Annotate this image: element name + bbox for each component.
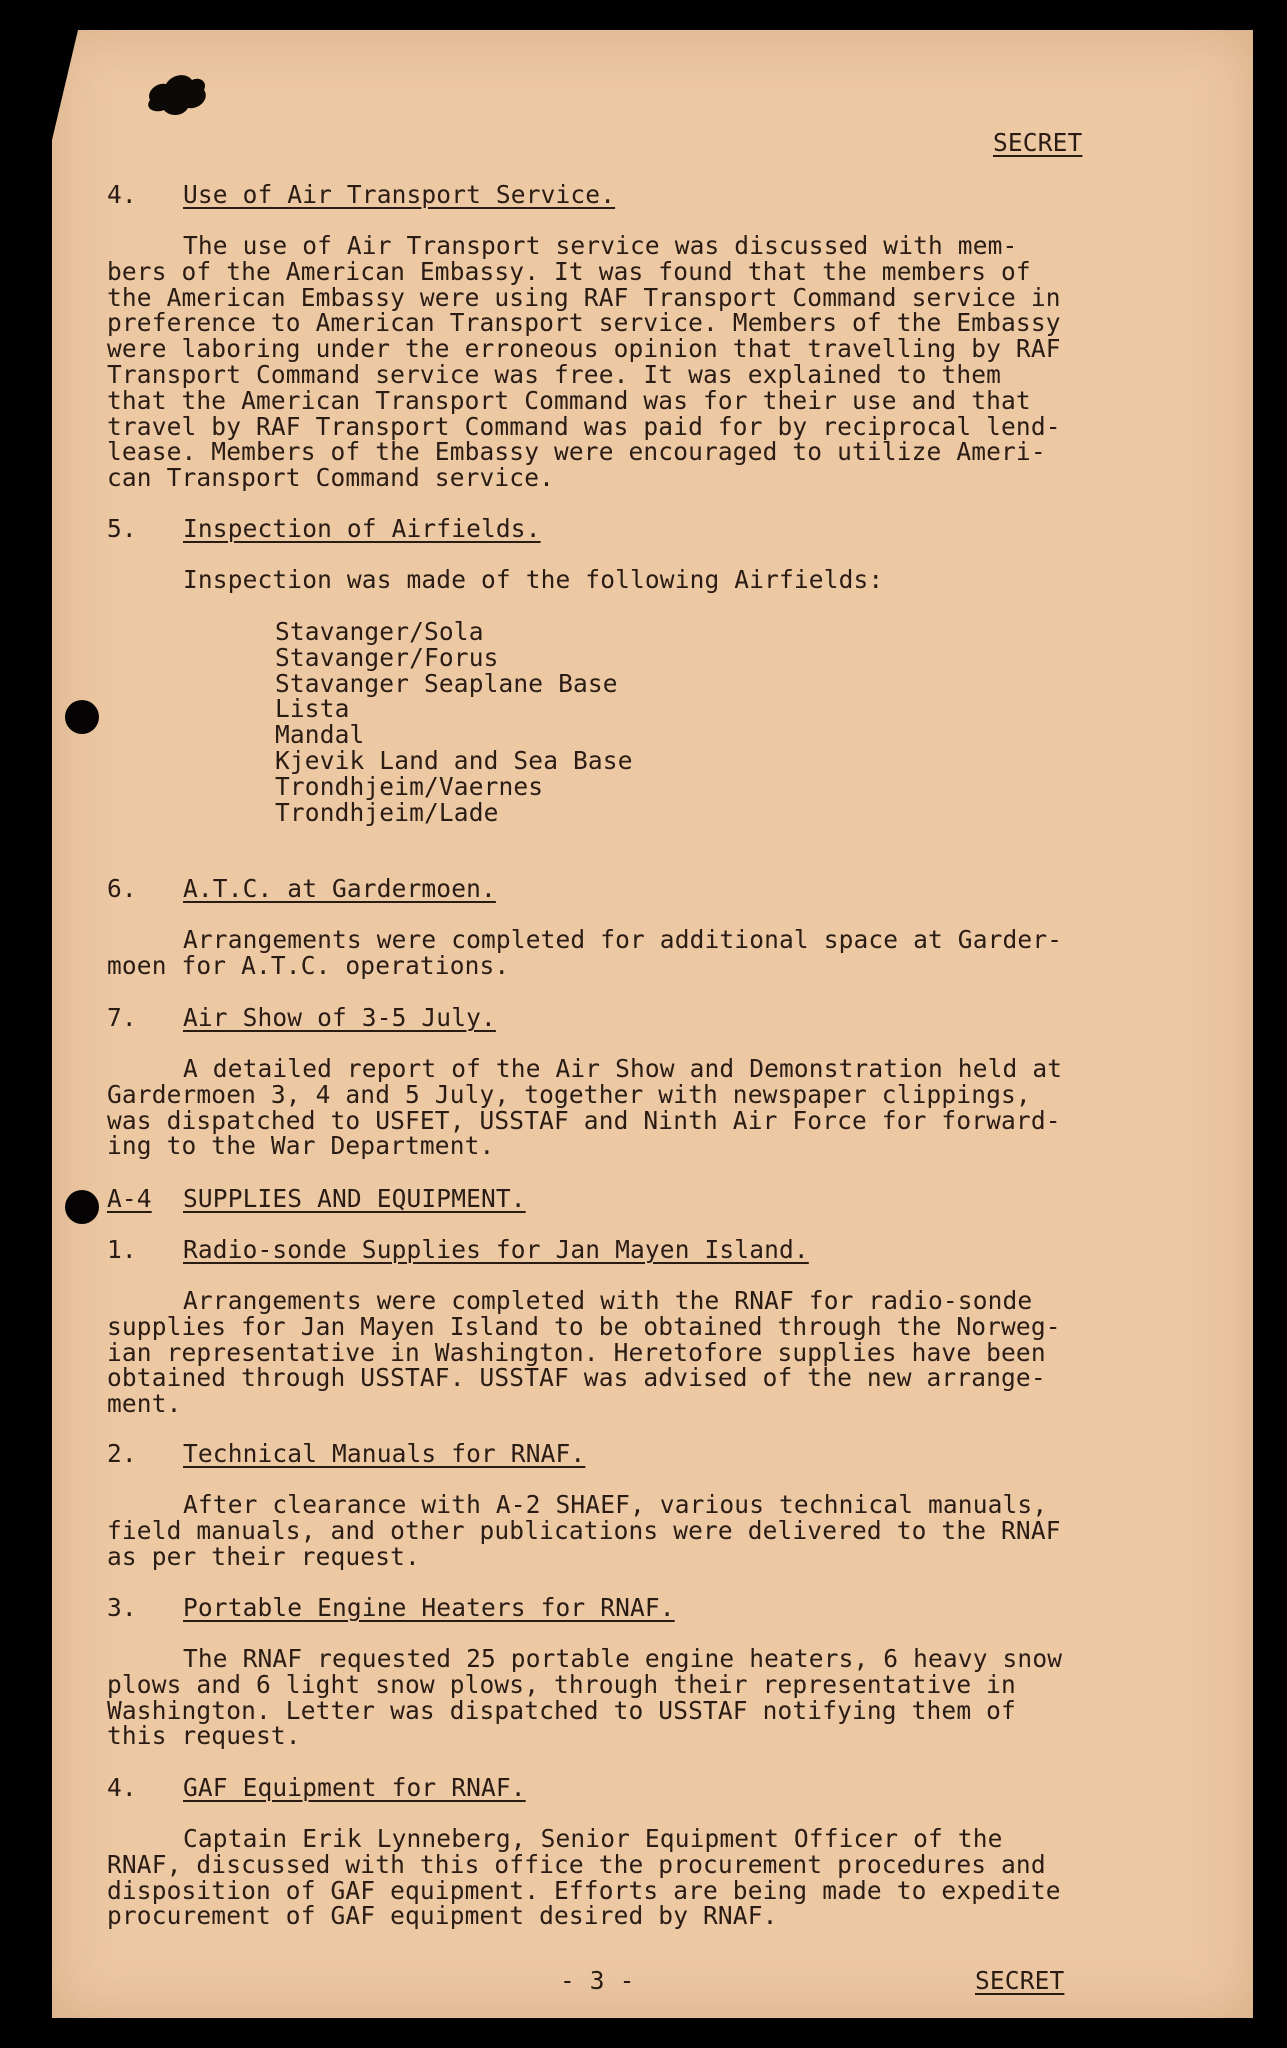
punch-hole-upper xyxy=(65,700,99,734)
body-line: A detailed report of the Air Show and Demonstration held at xyxy=(183,1054,1063,1083)
body-line: Arrangements were completed with the RNAF for radio-sonde xyxy=(183,1286,1033,1315)
a4-item-1-title: Radio-sonde Supplies for Jan Mayen Island. xyxy=(183,1235,809,1264)
a4-item-2-title: Technical Manuals for RNAF. xyxy=(183,1439,586,1468)
list-item: Trondhjeim/Vaernes xyxy=(275,771,544,801)
body-line: Washington. Letter was dispatched to USSTAF notifying them of xyxy=(107,1695,1016,1725)
body-line: field manuals, and other publications were delivered to the RNAF xyxy=(107,1515,1061,1545)
a4-heading xyxy=(107,1186,526,1212)
section-5-number: 5. xyxy=(107,514,137,543)
a4-item-2-number: 2. xyxy=(107,1439,137,1468)
body-line: that the American Transport Command was for their use and that xyxy=(107,385,1031,415)
section-7-heading xyxy=(107,1005,496,1031)
body-line: The RNAF requested 25 portable engine heaters, 6 heavy snow xyxy=(183,1644,1063,1673)
a4-item-4-heading xyxy=(107,1775,526,1801)
section-7-body xyxy=(107,1056,1167,1159)
page-number: - 3 - xyxy=(560,1966,635,1995)
header-classification: SECRET xyxy=(993,128,1083,157)
a4-item-4-title: GAF Equipment for RNAF. xyxy=(183,1773,526,1802)
body-line: plows and 6 light snow plows, through their representative in xyxy=(107,1669,1016,1699)
section-4-heading xyxy=(107,182,615,208)
list-item: Kjevik Land and Sea Base xyxy=(275,745,633,775)
body-line: preference to American Transport service. Members of the Embassy xyxy=(107,308,1061,338)
section-4-body xyxy=(107,233,1167,491)
section-6-title: A.T.C. at Gardermoen. xyxy=(183,874,496,903)
folded-corner xyxy=(52,30,78,140)
list-item: Stavanger/Forus xyxy=(275,642,499,672)
a4-title: SUPPLIES AND EQUIPMENT. xyxy=(183,1184,526,1213)
a4-item-3-body xyxy=(107,1646,1167,1749)
section-4-title: Use of Air Transport Service. xyxy=(183,180,616,209)
body-line: After clearance with A-2 SHAEF, various technical manuals, xyxy=(183,1490,1048,1519)
a4-item-4-body xyxy=(107,1826,1167,1929)
a4-item-1-body xyxy=(107,1288,1167,1417)
a4-item-3-heading xyxy=(107,1595,675,1621)
list-item: Stavanger Seaplane Base xyxy=(275,668,618,698)
body-line: ment. xyxy=(107,1389,182,1419)
a4-label: A-4 xyxy=(107,1184,152,1213)
section-6-heading xyxy=(107,876,496,902)
body-line: as per their request. xyxy=(107,1541,420,1571)
a4-item-4-number: 4. xyxy=(107,1773,137,1802)
body-line: Captain Erik Lynneberg, Senior Equipment Officer of the xyxy=(183,1824,1003,1853)
body-line: procurement of GAF equipment desired by RNAF. xyxy=(107,1901,778,1931)
body-line: can Transport Command service. xyxy=(107,463,555,493)
punch-hole-lower xyxy=(65,1190,99,1224)
body-line: The use of Air Transport service was discussed with mem- xyxy=(183,231,1018,260)
list-item: Stavanger/Sola xyxy=(275,617,484,646)
body-line: Arrangements were completed for additional space at Garder- xyxy=(183,925,1063,954)
body-line: RNAF, discussed with this office the procurement procedures and xyxy=(107,1849,1046,1879)
body-line: obtained through USSTAF. USSTAF was advised of the new arrange- xyxy=(107,1363,1046,1393)
section-5-heading xyxy=(107,516,541,542)
list-item: Lista xyxy=(275,694,350,724)
a4-item-3-title: Portable Engine Heaters for RNAF. xyxy=(183,1593,675,1622)
a4-item-1-number: 1. xyxy=(107,1235,137,1264)
body-line: was dispatched to USFET, USSTAF and Ninth Air Force for forward- xyxy=(107,1105,1061,1135)
body-line: ian representative in Washington. Heretofore supplies have been xyxy=(107,1337,1046,1367)
section-7-title: Air Show of 3-5 July. xyxy=(183,1003,496,1032)
body-line: ing to the War Department. xyxy=(107,1131,495,1161)
a4-item-1-heading xyxy=(107,1237,809,1263)
a4-item-3-number: 3. xyxy=(107,1593,137,1622)
body-line: lease. Members of the Embassy were encouraged to utilize Ameri- xyxy=(107,437,1046,467)
body-line: this request. xyxy=(107,1721,301,1751)
section-6-number: 6. xyxy=(107,874,137,903)
airfield-list xyxy=(275,619,633,825)
body-line: moen for A.T.C. operations. xyxy=(107,950,510,980)
body-line: were laboring under the erroneous opinion that travelling by RAF xyxy=(107,334,1061,364)
document-page xyxy=(52,30,1253,2018)
section-6-body xyxy=(107,927,1167,979)
a4-item-2-body xyxy=(107,1492,1167,1569)
body-line: the American Embassy were using RAF Transport Command service in xyxy=(107,282,1061,312)
ink-blot xyxy=(142,70,212,120)
body-line: disposition of GAF equipment. Efforts are being made to expedite xyxy=(107,1875,1061,1905)
body-line: supplies for Jan Mayen Island to be obtained through the Norweg- xyxy=(107,1311,1061,1341)
list-item: Mandal xyxy=(275,720,365,750)
body-line: travel by RAF Transport Command was paid for by reciprocal lend- xyxy=(107,411,1061,441)
section-5-title: Inspection of Airfields. xyxy=(183,514,541,543)
list-item: Trondhjeim/Lade xyxy=(275,797,499,827)
footer-classification: SECRET xyxy=(975,1966,1065,1995)
a4-item-2-heading xyxy=(107,1441,585,1467)
body-line: Gardermoen 3, 4 and 5 July, together with newspaper clippings, xyxy=(107,1079,1031,1109)
section-5-intro: Inspection was made of the following Airfields: xyxy=(183,565,884,594)
body-line: bers of the American Embassy. It was found that the members of xyxy=(107,256,1031,286)
section-4-number: 4. xyxy=(107,180,137,209)
section-7-number: 7. xyxy=(107,1003,137,1032)
body-line: Transport Command service was free. It was explained to them xyxy=(107,359,1002,389)
